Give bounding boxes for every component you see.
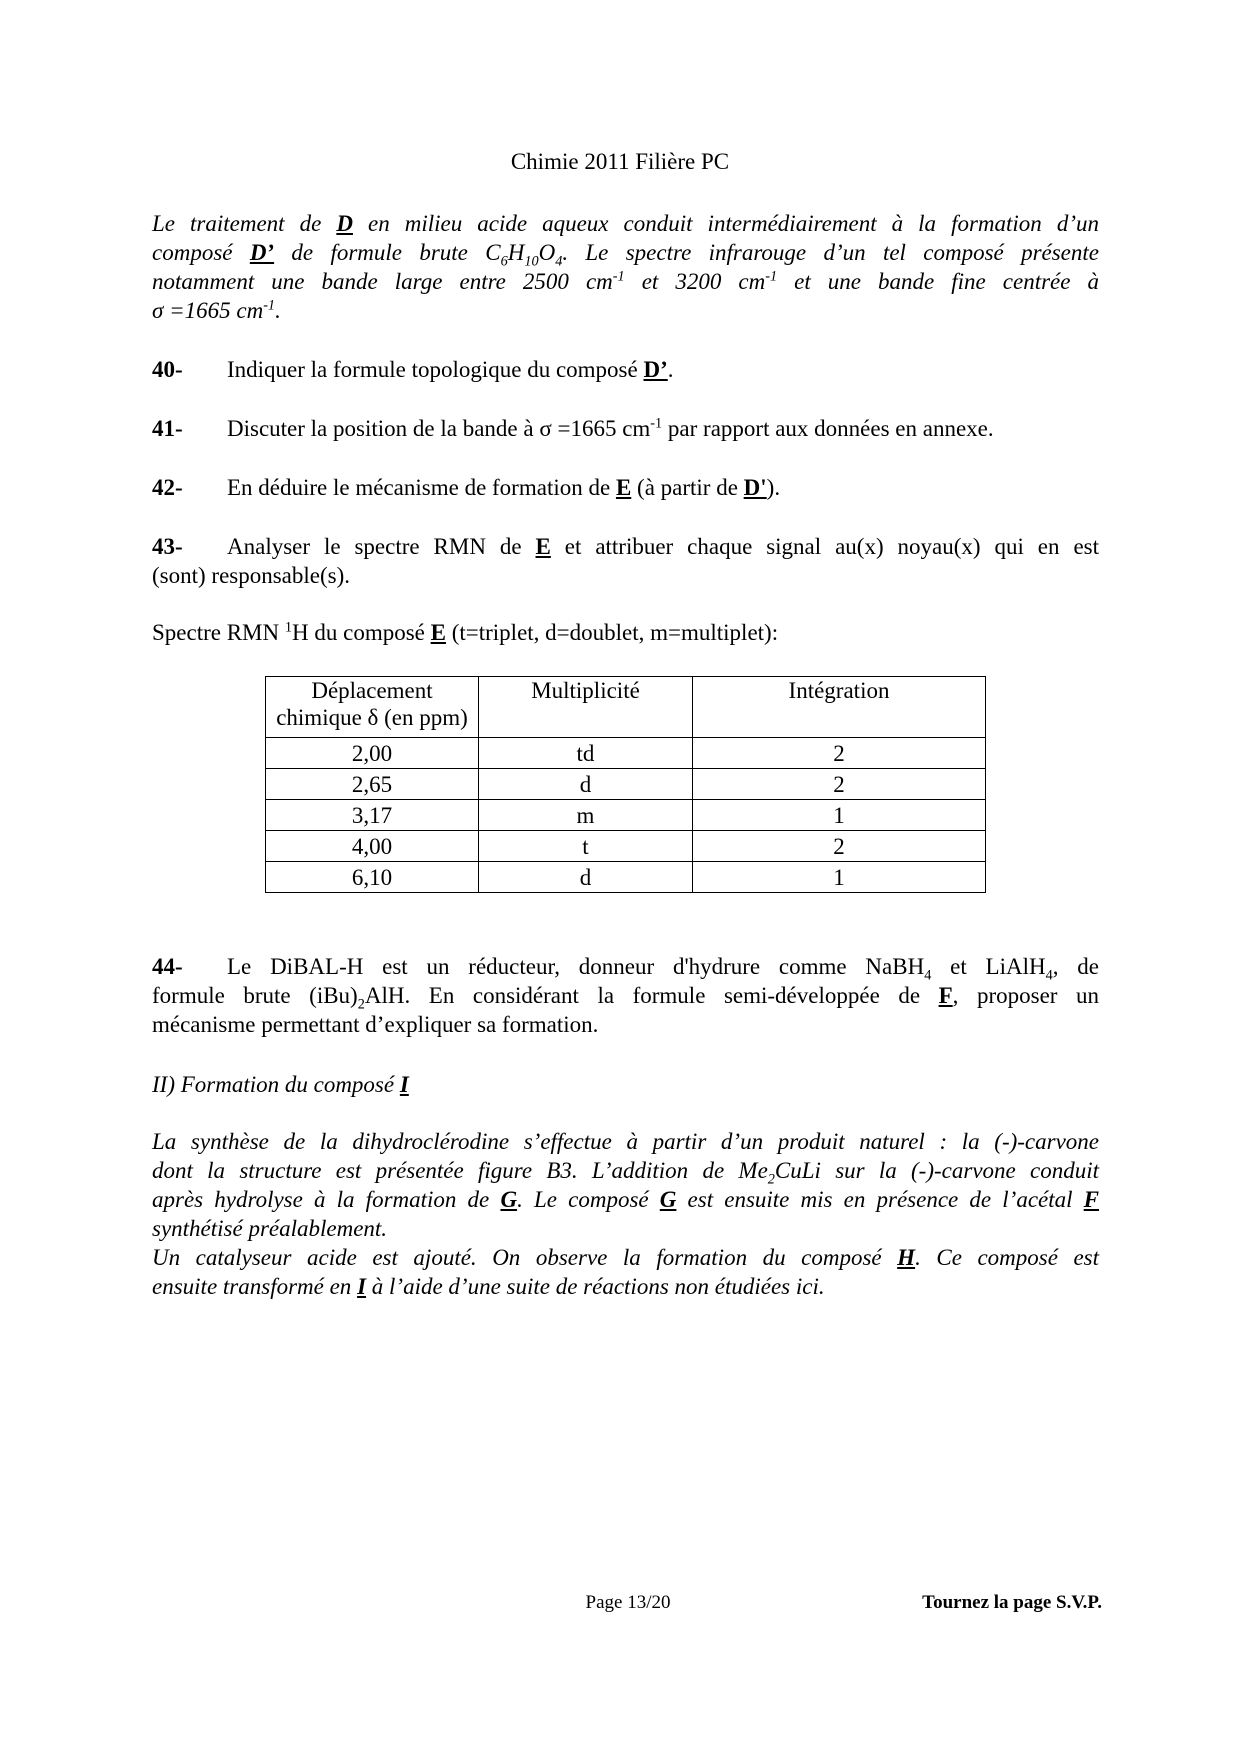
text-run: et une bande fine centrée à — [777, 269, 1100, 294]
table-cell: d — [479, 769, 693, 800]
table-cell: m — [479, 800, 693, 831]
compound-label: D' — [743, 475, 767, 500]
text-run: σ =1665 cm — [152, 298, 264, 323]
page-number: Page 13/20 — [585, 1592, 671, 1613]
intro-paragraph — [152, 209, 1099, 325]
text-run: est ensuite mis en présence de l’acétal — [676, 1187, 1084, 1212]
table-cell: 2 — [693, 738, 986, 769]
text-run: Le DiBAL-H est un réducteur, donneur d'hydrure comme NaBH — [227, 954, 925, 979]
text-run: , proposer un — [952, 983, 1099, 1008]
compound-label: 10 — [524, 253, 539, 270]
compound-label: F — [1083, 1187, 1100, 1212]
compound-label: D’ — [249, 240, 275, 265]
compound-label: G — [659, 1187, 677, 1212]
compound-label: 6 — [500, 253, 508, 270]
text-line — [152, 1185, 1099, 1214]
table-row — [266, 800, 986, 831]
text-line — [152, 1214, 1099, 1243]
text-run: . Le spectre infrarouge d’un tel composé présente — [562, 240, 1099, 265]
text-run: . — [667, 357, 674, 382]
text-run: -1 — [650, 415, 663, 432]
text-line — [152, 1127, 1099, 1156]
table-cell: td — [479, 738, 693, 769]
text-run: composé — [152, 240, 250, 265]
spectrum-caption — [152, 618, 1099, 647]
text-run: -1 — [612, 268, 625, 285]
text-run: Spectre RMN — [152, 620, 285, 645]
text-line — [152, 981, 1099, 1013]
compound-label: H — [897, 1245, 916, 1270]
table-cell: t — [479, 831, 693, 862]
text-run: par rapport aux données en annexe. — [662, 416, 994, 441]
table-row — [266, 862, 986, 893]
question-number: 41- — [152, 416, 183, 441]
text-run: ). — [766, 475, 781, 500]
question-42 — [152, 473, 1099, 502]
text-run: . — [275, 298, 281, 323]
text-run: -1 — [765, 268, 778, 285]
section-paragraph — [152, 1127, 1099, 1301]
text-run: (sont) responsable(s). — [152, 563, 351, 588]
turn-page-note: Tournez la page S.V.P. — [922, 1592, 1102, 1613]
text-run: (t=triplet, d=doublet, m=multiplet): — [445, 620, 779, 645]
text-run: Analyser le spectre RMN de — [227, 534, 536, 559]
question-text — [227, 357, 674, 382]
text-run: , de — [1052, 954, 1099, 979]
column-header: Déplacement chimique δ (en ppm) — [266, 677, 479, 738]
text-run: Discuter la position de la bande à σ =1665 cm — [227, 416, 651, 441]
text-line — [152, 1070, 1099, 1099]
table-row — [266, 738, 986, 769]
text-run: En déduire le mécanisme de formation de — [227, 475, 616, 500]
question-text — [227, 416, 994, 441]
question-number: 43- — [152, 534, 183, 559]
text-run: Indiquer la formule topologique du composé — [227, 357, 644, 382]
text-line — [152, 561, 1099, 590]
text-run: et attribuer chaque signal au(x) noyau(x) qui en est — [550, 534, 1099, 559]
text-run: O — [538, 240, 556, 265]
text-run: mécanisme permettant d’expliquer sa formation. — [152, 1012, 599, 1037]
text-run: La synthèse de la dihydroclérodine s’effectue à partir d’un produit naturel : la (-)-carvone — [152, 1129, 1099, 1154]
compound-label: 4 — [555, 253, 563, 270]
text-run: ensuite transformé en — [152, 1274, 358, 1299]
text-run: -1 — [263, 297, 276, 314]
text-line — [152, 1010, 1099, 1039]
question-41 — [152, 414, 1099, 443]
nmr-table — [265, 676, 986, 893]
question-43 — [152, 532, 1099, 590]
table-cell: 6,10 — [266, 862, 479, 893]
question-44 — [152, 952, 1099, 1039]
text-run: AlH. En considérant la formule semi-développée de — [364, 983, 939, 1008]
text-line — [152, 1272, 1099, 1301]
text-line — [152, 618, 1099, 647]
compound-label: E — [430, 620, 446, 645]
text-line — [152, 267, 1099, 296]
compound-label: 4 — [924, 967, 932, 984]
text-run: et LiAlH — [931, 954, 1046, 979]
question-text — [227, 534, 1099, 559]
text-run: de formule brute C — [274, 240, 501, 265]
table-cell: d — [479, 862, 693, 893]
table-row — [266, 831, 986, 862]
text-run: formule brute (iBu) — [152, 983, 358, 1008]
compound-label: I — [399, 1072, 409, 1097]
compound-label: G — [500, 1187, 518, 1212]
column-header: Intégration — [693, 677, 986, 738]
text-line — [152, 238, 1099, 270]
compound-label: D’ — [643, 357, 668, 382]
compound-label: I — [357, 1274, 367, 1299]
text-line — [152, 296, 1099, 325]
text-run: synthétisé préalablement. — [152, 1216, 388, 1241]
text-run: 1 — [284, 619, 292, 636]
text-run: . Ce composé est — [915, 1245, 1100, 1270]
table-row — [266, 769, 986, 800]
compound-label: 4 — [1045, 967, 1053, 984]
text-run: H — [507, 240, 525, 265]
text-line — [152, 1243, 1099, 1272]
text-run: II) Formation du composé — [152, 1072, 400, 1097]
compound-label: 2 — [357, 996, 365, 1013]
text-run: . Le composé — [517, 1187, 660, 1212]
table-cell: 1 — [693, 862, 986, 893]
question-40 — [152, 355, 1099, 384]
text-run: notamment une bande large entre 2500 cm — [152, 269, 613, 294]
text-run: et 3200 cm — [624, 269, 766, 294]
question-text — [227, 954, 1099, 984]
text-run: après hydrolyse à la formation de — [152, 1187, 501, 1212]
compound-label: 2 — [767, 1171, 775, 1188]
question-text — [227, 475, 780, 500]
table-cell: 2 — [693, 831, 986, 862]
table-header-row — [266, 677, 986, 738]
compound-label: E — [535, 534, 551, 559]
page-title: Chimie 2011 Filière PC — [510, 149, 730, 174]
text-run: à l’aide d’une suite de réactions non étudiées ici. — [366, 1274, 825, 1299]
question-number: 40- — [152, 357, 183, 382]
table-cell: 3,17 — [266, 800, 479, 831]
compound-label: E — [615, 475, 632, 500]
question-number: 42- — [152, 475, 183, 500]
table-cell: 1 — [693, 800, 986, 831]
column-header: Multiplicité — [479, 677, 693, 738]
table-cell: 4,00 — [266, 831, 479, 862]
table-cell: 2 — [693, 769, 986, 800]
question-number: 44- — [152, 954, 183, 979]
compound-label: D — [336, 211, 353, 236]
section-heading — [152, 1070, 1099, 1099]
text-run: CuLi sur la (-)-carvone conduit — [774, 1158, 1099, 1183]
compound-label: F — [938, 983, 953, 1008]
text-run: dont la structure est présentée figure B3. L’addition de Me — [152, 1158, 768, 1183]
text-run: Un catalyseur acide est ajouté. On observe la formation du composé — [152, 1245, 898, 1270]
table-cell: 2,00 — [266, 738, 479, 769]
text-run: (à partir de — [631, 475, 744, 500]
text-run: H du composé — [292, 620, 431, 645]
text-line — [152, 209, 1099, 238]
table-cell: 2,65 — [266, 769, 479, 800]
text-run: en milieu acide aqueux conduit intermédiairement à la formation d’un — [352, 211, 1099, 236]
text-run: Le traitement de — [152, 211, 337, 236]
text-line — [152, 1156, 1099, 1188]
